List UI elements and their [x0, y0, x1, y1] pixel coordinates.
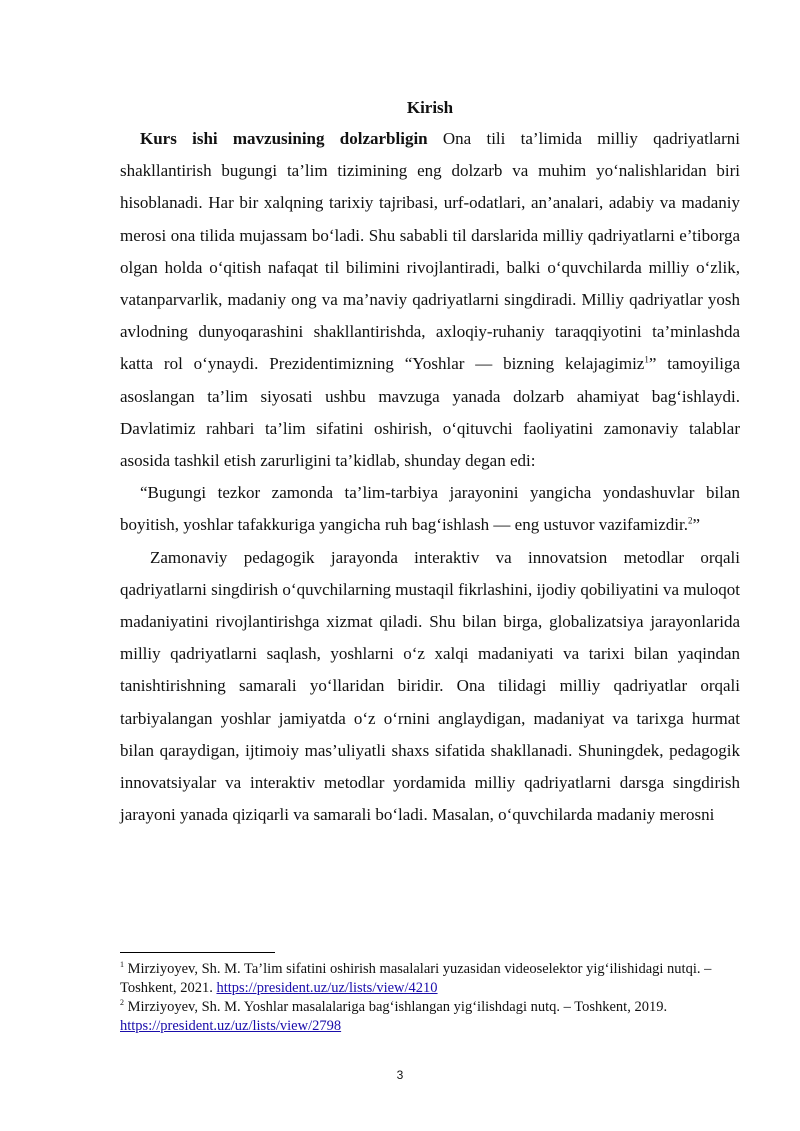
page-number: 3 — [396, 1068, 404, 1082]
quote-text: “Bugungi tezkor zamonda ta’lim-tarbiya jarayonini yangicha yondashuvlar bilan boyitish, yoshlar tafakkuriga yangicha ruh bag‘ishlash — eng ustuvor vazifamizdir. — [120, 483, 740, 535]
footnote-divider — [120, 952, 275, 953]
intro-text-b: ” tamoyiliga asoslangan ta’lim siyosati ushbu mavzuga yanada dolzarb ahamiyat bag‘ishlaydi. Davlatimiz rahbari ta’lim sifatini oshirish, o‘qituvchi faoliyatini zamonaviy talablar asosida tashkil etish zarurligini ta’kidlab, shunday degan edi: — [120, 354, 740, 471]
footnote-link[interactable]: https://president.uz/uz/lists/view/2798 — [120, 1017, 342, 1034]
document-body — [120, 95, 740, 831]
intro-text-a: Ona tili ta’limida milliy qadriyatlarni shakllantirish bugungi ta’lim tizimining eng dolzarb va muhim yo‘nalishlaridan biri hisoblanadi. Har bir xalqning tarixiy tajribasi, urf-odatlari, an’analari, adabiy va madaniy merosi ona tilida mujassam bo‘ladi. Shu sababli til darslarida milliy qadriyatlarni e’tiborga olgan holda o‘qitish nafaqat til bilimini rivojlantiradi, balki o‘quvchilarda milliy o‘zlik, vatanparvarlik, madaniy ong va ma’naviy qadriyatlarni singdiradi. Milliy qadriyatlar yosh avlodning dunyoqarashini shakllantirishda, axloqiy-ruhaniy taraqqiyotini ta’minlashda katta rol o‘ynaydi. Prezidentimizning “Yoshlar — bizning kelajagimiz — [120, 129, 740, 374]
footnote-link[interactable]: https://president.uz/uz/lists/view/4210 — [216, 979, 438, 996]
footnote-text: Mirziyoyev, Sh. M. Yoshlar masalalariga bag‘ishlangan yig‘ilishdagi nutq. – Toshkent, 2019. — [127, 999, 668, 1015]
footnote-ref-2[interactable]: 2 — [687, 515, 693, 526]
footnote-2 — [120, 998, 750, 1035]
quote-close: ” — [692, 515, 700, 535]
footnote-number: 1 — [120, 960, 124, 970]
body-paragraph: Zamonaviy pedagogik jarayonda interaktiv va innovatsion metodlar orqali qadriyatlarni singdirish o‘quvchilarning mustaqil fikrlashini, ijodiy qobiliyatini va muloqot madaniyatini rivojlantirishga xizmat qiladi. Shu bilan birga, globalizatsiya jarayonlarida milliy qadriyatlarni saqlash, yoshlarni o‘z xalqi madaniyati va tarixi bilan yaqindan tanishtirishning samarali yo‘llaridan biridir. Ona tilidagi milliy qadriyatlar orqali tarbiyalangan yoshlar jamiyatda o‘z o‘rnini anglaydigan, madaniyat va tarixga hurmat bilan qaraydigan, ijtimoiy mas’uliyatli shaxs sifatida shakllanadi. Shuningdek, pedagogik innovatsiyalar va interaktiv metodlar yordamida milliy qadriyatlarni darsga singdirish jarayoni yanada qiziqarli va samarali bo‘ladi. Masalan, o‘quvchilarda madaniy merosni — [120, 547, 740, 825]
footnote-number: 2 — [120, 998, 124, 1008]
intro-paragraph — [120, 123, 740, 477]
footnotes — [120, 960, 750, 1036]
footnote-ref-1[interactable]: 1 — [644, 354, 649, 365]
section-heading: Kirish — [406, 98, 454, 117]
relevance-lead: Kurs ishi mavzusining dolzarbligin — [140, 129, 428, 148]
footnote-1 — [120, 960, 750, 997]
quote-paragraph — [120, 477, 740, 541]
footnote-text: Mirziyoyev, Sh. M. Ta’lim sifatini oshirish masalalari yuzasidan videoselektor yig‘ilishidagi nutqi. – Toshkent, 2021. — [120, 961, 712, 996]
